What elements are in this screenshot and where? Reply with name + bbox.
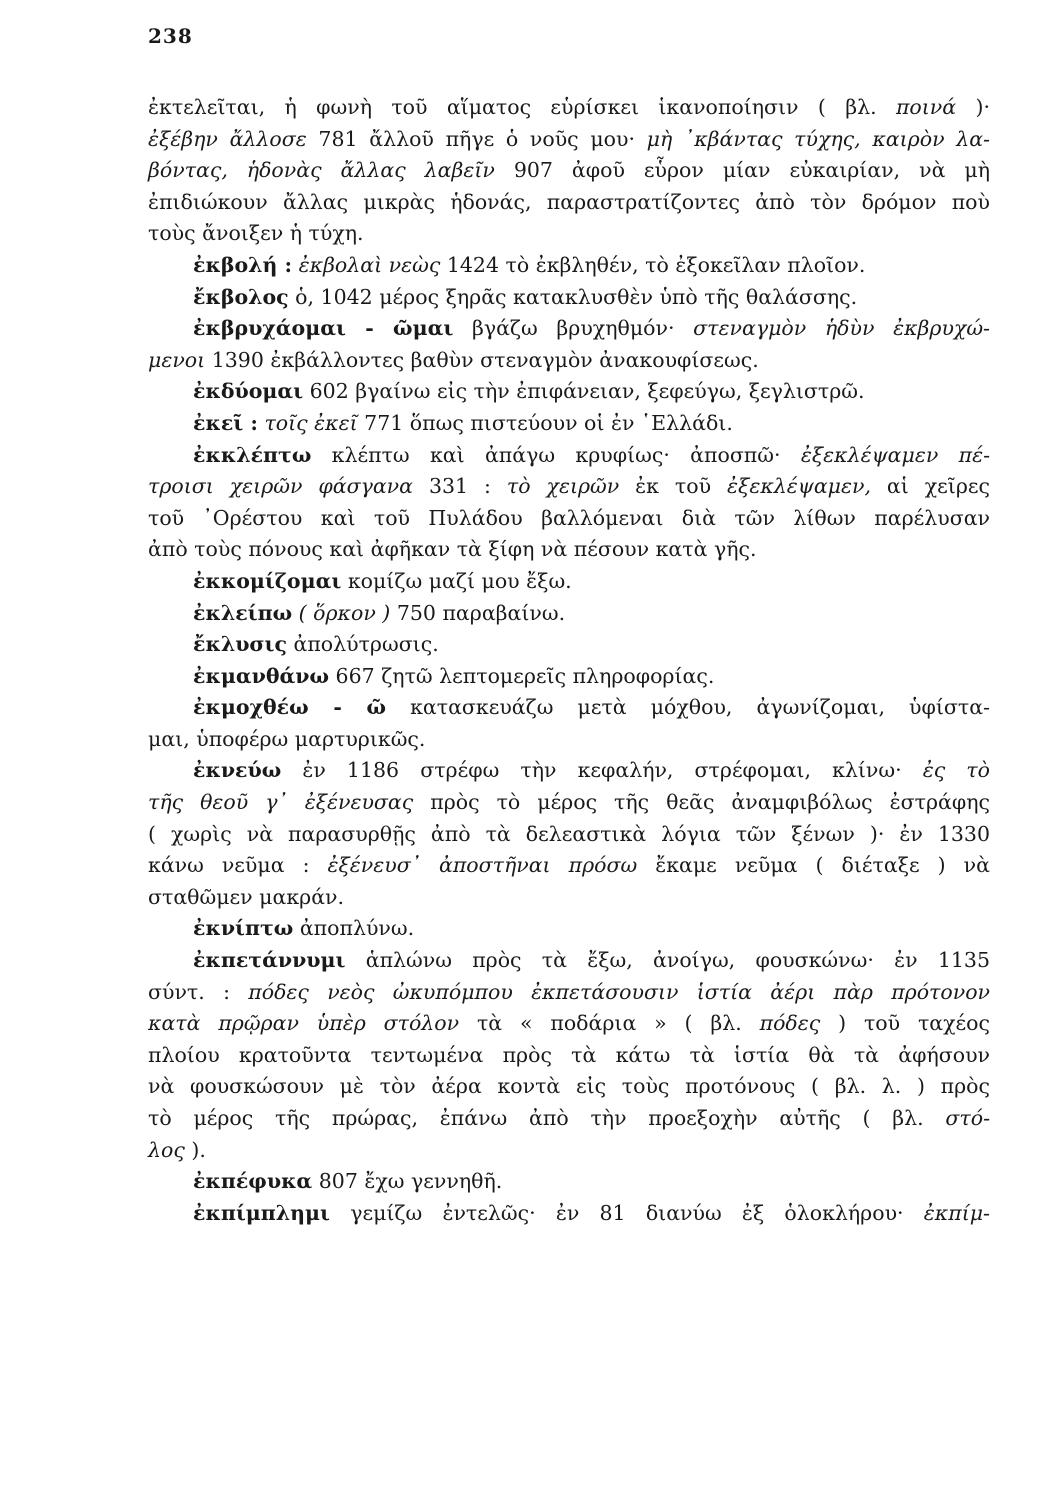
text-line: πλοίου κρατοῦντα τεντωμένα πρὸς τὰ κάτω τὰ ἱστία θὰ τὰ ἀφήσουν xyxy=(148,1042,990,1067)
text-line: κάνω νεῦμα : ἐξένευσ᾿ ἀποστῆναι πρόσω ἔκαμε νεῦμα ( διέταξε ) νὰ xyxy=(148,853,990,878)
entry-ekei: ἐκεῖ : τοῖς ἐκεῖ 771 ὅπως πιστεύουν οἱ ἐν ῾Ελλάδι. xyxy=(193,410,733,435)
entry-ekvoli: ἐκβολή : ἐκβολαὶ νεὼς 1424 τὸ ἐκβληθέν, τὸ ἐξοκεῖλαν πλοῖον. xyxy=(193,252,866,277)
text-line: βόντας, ἡδονὰς ἄλλας λαβεῖν 907 ἀφοῦ εὗρον μίαν εὐκαιρίαν, νὰ μὴ xyxy=(148,158,991,183)
text-line: μενοι 1390 ἐκβάλλοντες βαθὺν στεναγμὸν ἀνακουφίσεως. xyxy=(148,347,759,372)
text-line: τοὺς ἄνοιξεν ἡ τύχη. xyxy=(148,221,364,246)
text-line: κατὰ πρῷραν ὑπὲρ στόλον τὰ « ποδάρια » ( βλ. πόδες ) τοῦ ταχέος xyxy=(148,1011,990,1036)
headword: ἐκμοχθέω - ῶ xyxy=(193,695,387,720)
text-line: λος ). xyxy=(148,1137,206,1162)
text-line: σύντ. : πόδες νεὸς ὠκυπόμπου ἐκπετάσουσιν ἱστία ἀέρι πὰρ πρότονον xyxy=(148,979,991,1004)
text-line: ἐκτελεῖται, ἡ φωνὴ τοῦ αἵματος εὑρίσκει ἱκανοποίησιν ( βλ. ποινά )· xyxy=(148,95,990,119)
headword: ἐκπίμπλημι xyxy=(193,1200,330,1225)
text-line: νὰ φουσκώσουν μὲ τὸν ἀέρα κοντὰ εἰς τοὺς προτόνους ( βλ. λ. ) πρὸς xyxy=(148,1074,990,1099)
text-line: τροισι χειρῶν φάσγανα 331 : τὸ χειρῶν ἐκ τοῦ ἐξεκλέψαμεν, αἱ χεῖρες xyxy=(148,474,990,499)
entry-ekneuo: ἐκνεύω ἐν 1186 στρέφω τὴν κεφαλήν, στρέφομαι, κλίνω· ἐς τὸ xyxy=(193,758,990,783)
entry-eknipto: ἐκνίπτω ἀποπλύνω. xyxy=(193,916,415,941)
entry-ekklepto: ἐκκλέπτω κλέπτω καὶ ἀπάγω κρυφίως· ἀποσπῶ· ἐξεκλέψαμεν πέ- xyxy=(193,442,990,467)
text-line: ἀπὸ τοὺς πόνους καὶ ἀφῆκαν τὰ ξίφη νὰ πέσουν κατὰ γῆς. xyxy=(148,537,757,562)
headword: ἐκκλέπτω xyxy=(193,442,312,467)
headword: ἐκεῖ : xyxy=(193,410,258,435)
headword: ἐκπέφυκα xyxy=(193,1169,313,1194)
entry-ekmanthano: ἐκμανθάνω 667 ζητῶ λεπτομερεῖς πληροφορίας. xyxy=(193,663,715,688)
entry-ekpefyka: ἐκπέφυκα 807 ἔχω γεννηθῆ. xyxy=(193,1169,503,1194)
headword: ἐκδύομαι xyxy=(193,379,304,404)
text-line: τοῦ ᾿Ορέστου καὶ τοῦ Πυλάδου βαλλόμεναι διὰ τῶν λίθων παρέλυσαν xyxy=(148,505,990,530)
text-line: σταθῶμεν μακράν. xyxy=(148,884,345,909)
entry-ekmochtheo: ἐκμοχθέω - ῶ κατασκευάζω μετὰ μόχθου, ἀγωνίζομαι, ὑφίστα- xyxy=(193,695,990,720)
headword: ἐκλείπω xyxy=(193,600,293,625)
entry-ekvrychaomai: ἐκβρυχάομαι - ῶμαι βγάζω βρυχηθμόν· στεναγμὸν ἡδὺν ἐκβρυχώ- xyxy=(193,316,990,341)
headword: ἐκβρυχάομαι - ῶμαι xyxy=(193,316,454,341)
text-line: μαι, ὑποφέρω μαρτυρικῶς. xyxy=(148,726,426,751)
dictionary-text xyxy=(148,92,990,1229)
headword: ἐκπετάννυμι xyxy=(193,948,346,973)
text-line: ἐξέβην ἄλλοσε 781 ἄλλοῦ πῆγε ὁ νοῦς μου· μὴ ᾿κβάντας τύχης, καιρὸν λα- xyxy=(148,126,990,151)
entry-ekvolos: ἔκβολος ὁ, 1042 μέρος ξηρᾶς κατακλυσθὲν ὑπὸ τῆς θαλάσσης. xyxy=(193,284,858,309)
entry-ekkomizomai: ἐκκομίζομαι κομίζω μαζί μου ἔξω. xyxy=(193,568,572,593)
headword: ἐκβολή : xyxy=(193,252,293,277)
entry-ekdyomai: ἐκδύομαι 602 βγαίνω εἰς τὴν ἐπιφάνειαν, ξεφεύγω, ξεγλιστρῶ. xyxy=(193,379,865,404)
headword: ἐκκομίζομαι xyxy=(193,568,342,593)
entry-ekpetannymi: ἐκπετάννυμι ἁπλώνω πρὸς τὰ ἔξω, ἀνοίγω, φουσκώνω· ἐν 1135 xyxy=(193,948,990,973)
text-line: ( χωρὶς νὰ παρασυρθῇς ἀπὸ τὰ δελεαστικὰ λόγια τῶν ξένων )· ἐν 1330 xyxy=(148,821,990,846)
page-number: 238 xyxy=(148,24,193,48)
headword: ἐκνεύω xyxy=(193,758,282,783)
headword: ἐκνίπτω xyxy=(193,916,294,941)
text-line: τὸ μέρος τῆς πρώρας, ἐπάνω ἀπὸ τὴν προεξοχὴν αὐτῆς ( βλ. στό- xyxy=(148,1106,990,1130)
headword: ἐκμανθάνω xyxy=(193,663,330,688)
entry-ekleipo: ἐκλείπω ( ὅρκον ) 750 παραβαίνω. xyxy=(193,600,566,625)
headword: ἔκλυσις xyxy=(193,632,287,657)
headword: ἔκβολος xyxy=(193,284,289,309)
entry-ekpimplimi: ἐκπίμπλημι γεμίζω ἐντελῶς· ἐν 81 διανύω ἐξ ὁλοκλήρου· ἐκπίμ- xyxy=(193,1200,990,1225)
text-line: τῆς θεοῦ γ᾿ ἐξένευσας πρὸς τὸ μέρος τῆς θεᾶς ἀναμφιβόλως ἐστράφης xyxy=(148,790,990,815)
entry-eklysis: ἔκλυσις ἀπολύτρωσις. xyxy=(193,632,439,657)
text-line: ἐπιδιώκουν ἄλλας μικρὰς ἡδονάς, παραστρατίζοντες ἀπὸ τὸν δρόμον ποὺ xyxy=(148,189,990,214)
